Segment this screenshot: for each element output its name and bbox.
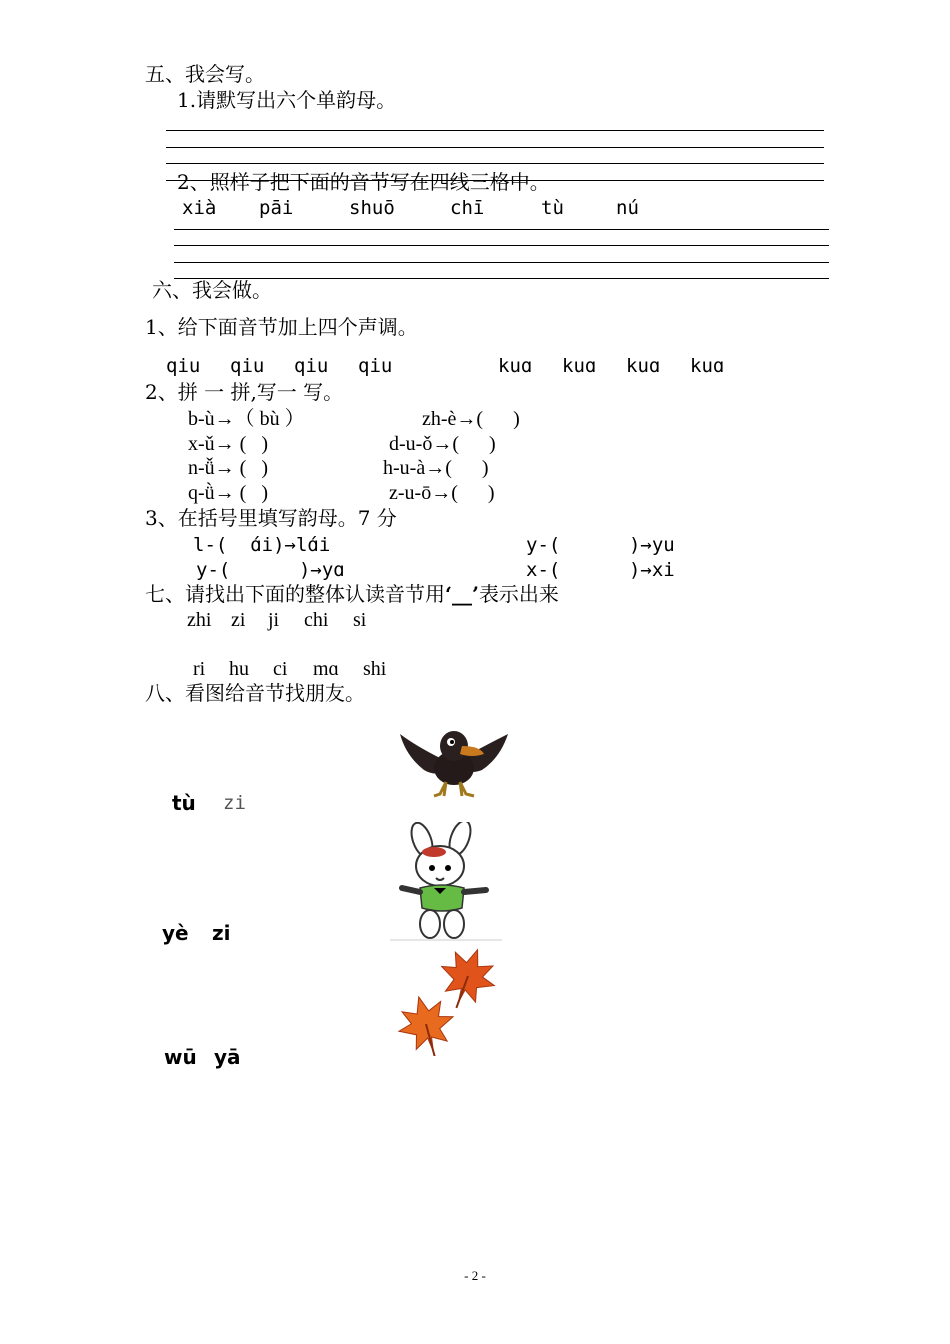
syllable: nú <box>616 197 639 219</box>
syllable-option: zi <box>231 609 246 631</box>
syllable-option: shi <box>363 658 387 680</box>
tone-syllable: qiu <box>294 355 329 377</box>
writing-line <box>166 163 824 164</box>
pair-syllable: yè <box>162 921 189 945</box>
pair-syllable: yā <box>214 1045 241 1069</box>
writing-line <box>174 229 829 230</box>
syllable-option: mɑ <box>313 658 340 680</box>
section-6-title: 六、我会做。 <box>152 278 272 302</box>
fill-item: l-( ɑ́i)→lɑ́i <box>193 534 331 556</box>
spell-item: q-ǜ→ ( ) <box>188 482 268 504</box>
writing-line <box>166 147 824 148</box>
spell-item: x-ǔ→ ( ) <box>188 433 268 455</box>
spell-item: z-u-ō→( ) <box>389 482 495 504</box>
syllable-option: si <box>353 609 367 631</box>
tone-syllable: kuɑ <box>498 355 533 377</box>
pair-syllable: zi <box>223 792 246 814</box>
syllable-option: ri <box>193 658 206 680</box>
syllable: chī <box>450 197 485 219</box>
spell-item: h-u-à→( ) <box>383 457 489 479</box>
spell-item: d-u-ǒ→( ) <box>389 433 496 455</box>
pair-syllable: tù <box>172 791 196 815</box>
pair-syllable: zi <box>212 921 231 945</box>
rabbit-picture <box>390 822 502 942</box>
tone-syllable: qiu <box>230 355 265 377</box>
syllable-option: chi <box>304 609 329 631</box>
section-7-title-end: 表示出来 <box>478 582 559 606</box>
spell-item: n-ǚ→ ( ) <box>188 457 268 479</box>
spell-item: zh-è→( ) <box>422 408 520 430</box>
pair-syllable: wū <box>164 1045 197 1069</box>
tone-syllable: qiu <box>166 355 201 377</box>
syllable-option: ji <box>268 609 280 631</box>
section-8-title: 八、看图给音节找朋友。 <box>145 681 365 705</box>
syllable-option: hu <box>229 658 249 680</box>
s6-question-2: 2、拼 一 拼,写一 写。 <box>145 380 344 404</box>
page-number: - 2 - <box>464 1268 486 1283</box>
syllable: pāi <box>259 197 294 219</box>
s5-question-2: 2、照样子把下面的音节写在四线三格中。 <box>177 170 550 194</box>
writing-line <box>174 262 829 263</box>
syllable: xià <box>182 197 217 219</box>
section-7-title-text: 七、请找出下面的整体认读音节用 <box>145 582 445 606</box>
s6-question-1: 1、给下面音节加上四个声调。 <box>145 315 418 339</box>
tone-syllable: kuɑ <box>562 355 597 377</box>
syllable-option: zhi <box>187 609 212 631</box>
fill-item: y-( )→yɑ <box>196 559 345 581</box>
leaves-picture <box>396 944 496 1056</box>
writing-line <box>174 278 829 279</box>
crow-picture <box>396 716 512 800</box>
fill-item: y-( )→yu <box>526 534 675 556</box>
s6-question-3: 3、在括号里填写韵母。7 分 <box>145 506 397 530</box>
writing-line <box>174 245 829 246</box>
s5-question-1: 1.请默写出六个单韵母。 <box>177 88 397 112</box>
writing-line <box>166 130 824 131</box>
underline-mark: ‘__’ <box>445 582 479 606</box>
section-5-title: 五、我会写。 <box>145 62 265 86</box>
syllable: tù <box>541 197 564 219</box>
tone-syllable: qiu <box>358 355 393 377</box>
syllable: shuō <box>349 197 395 219</box>
tone-syllable: kuɑ <box>690 355 725 377</box>
section-7-title <box>145 582 559 606</box>
tone-syllable: kuɑ <box>626 355 661 377</box>
syllable-option: ci <box>273 658 288 680</box>
fill-item: x-( )→xi <box>526 559 675 581</box>
spell-item: b-ù→（ bù ） <box>188 408 305 430</box>
